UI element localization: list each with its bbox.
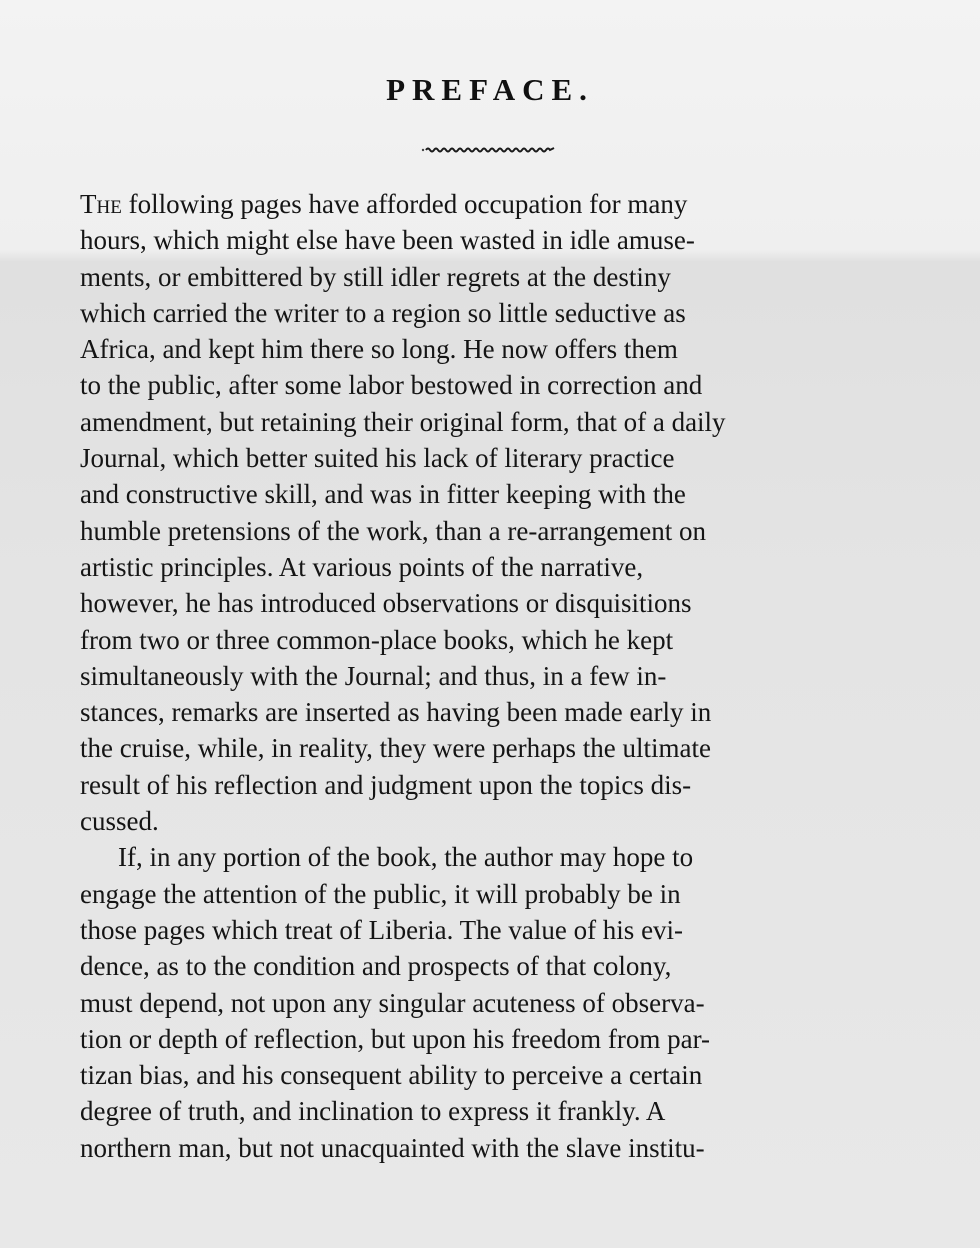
text-line: hours, which might else have been wasted in idle amuse-: [80, 225, 695, 256]
text-line: must depend, not upon any singular acuteness of observa-: [80, 987, 705, 1018]
text-line: from two or three common-place books, which he kept: [80, 624, 674, 655]
text-line: amendment, but retaining their original form, that of a daily: [80, 406, 726, 437]
text-line: engage the attention of the public, it will probably be in: [80, 878, 681, 909]
text-line: which carried the writer to a region so little seductive as: [80, 297, 686, 328]
lead-word: The: [80, 189, 122, 219]
text-line: degree of truth, and inclination to express it frankly. A: [80, 1096, 666, 1127]
text-line: those pages which treat of Liberia. The value of his evi-: [80, 914, 684, 945]
text-line: tion or depth of reflection, but upon his freedom from par-: [80, 1023, 711, 1054]
text-line: however, he has introduced observations or disquisitions: [80, 588, 692, 619]
text-line: Journal, which better suited his lack of literary practice: [80, 443, 675, 474]
text-line: tizan bias, and his consequent ability to perceive a certain: [80, 1060, 703, 1091]
title-ornament: [420, 141, 556, 155]
text-line: Africa, and kept him there so long. He now offers them: [80, 334, 678, 365]
preface-text: [80, 186, 898, 1166]
paragraph-1: [80, 186, 898, 839]
text-line: simultaneously with the Journal; and thus, in a few in-: [80, 660, 667, 691]
text-line: stances, remarks are inserted as having been made early in: [80, 697, 712, 728]
text-line: the cruise, while, in reality, they were perhaps the ultimate: [80, 733, 712, 764]
text-line: cussed.: [80, 806, 159, 837]
text-line: humble pretensions of the work, than a re-arrangement on: [80, 515, 707, 546]
text-line: northern man, but not unacquainted with the slave institu-: [80, 1132, 705, 1163]
text-line: and constructive skill, and was in fitter keeping with the: [80, 479, 686, 510]
text-line: artistic principles. At various points of the narrative,: [80, 551, 644, 582]
paragraph-2: [80, 839, 898, 1166]
text-line: to the public, after some labor bestowed in correction and: [80, 370, 703, 401]
text-line: result of his reflection and judgment upon the topics dis-: [80, 769, 692, 800]
text-line: The following pages have afforded occupation for many: [80, 189, 688, 219]
page-title: PREFACE.: [386, 72, 594, 107]
text-line: ments, or embittered by still idler regrets at the destiny: [80, 261, 671, 292]
text-line: If, in any portion of the book, the author may hope to: [118, 842, 694, 873]
wavy-rule-icon: [420, 141, 556, 155]
text-line: dence, as to the condition and prospects of that colony,: [80, 951, 672, 982]
